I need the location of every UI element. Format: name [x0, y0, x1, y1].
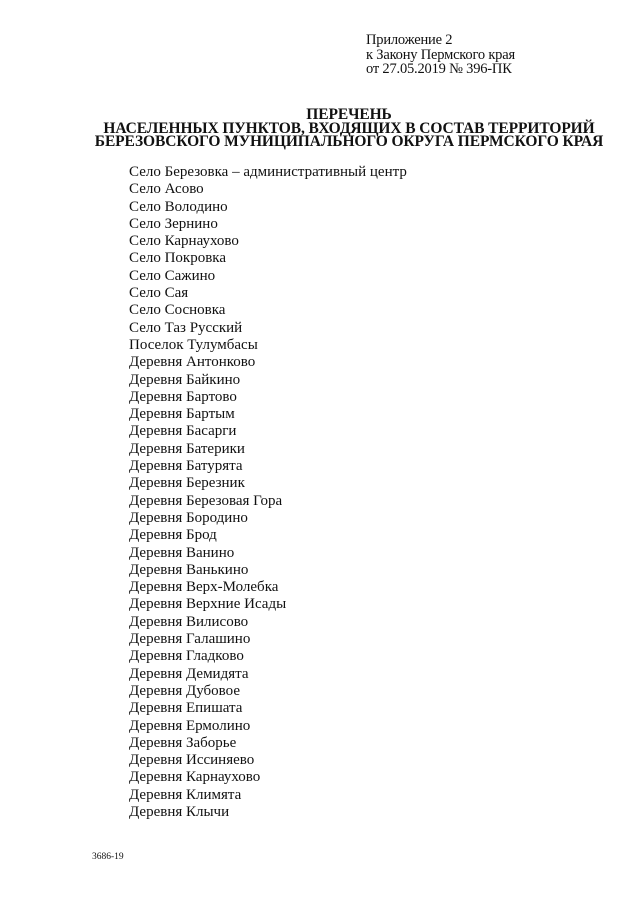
settlement-item: Село Асово	[129, 181, 204, 198]
settlement-item: Деревня Демидята	[129, 665, 249, 682]
document-title	[0, 108, 640, 149]
settlement-item: Деревня Верх-Молебка	[129, 579, 279, 596]
settlement-item: Деревня Карнаухово	[129, 769, 261, 786]
settlement-item: Деревня Вилисово	[129, 613, 249, 630]
settlement-item: Село Покровка	[129, 250, 227, 267]
settlement-item: Село Березовка – административный центр	[129, 164, 407, 180]
settlement-item: Деревня Ванино	[129, 544, 235, 561]
settlement-item: Деревня Бородино	[129, 509, 248, 526]
settlement-item: Деревня Басарги	[129, 423, 237, 440]
appendix-law-date: от 27.05.2019 № 396-ПК	[366, 61, 512, 77]
appendix-number: Приложение 2	[366, 32, 453, 48]
settlement-item: Село Володино	[129, 198, 228, 215]
settlement-item: Село Сосновка	[129, 302, 226, 319]
appendix-law-reference: к Закону Пермского края	[366, 46, 515, 63]
settlement-item: Поселок Тулумбасы	[129, 336, 258, 353]
settlement-item: Деревня Березник	[129, 475, 245, 492]
title-line-3: БЕРЕЗОВСКОГО МУНИЦИПАЛЬНОГО ОКРУГА ПЕРМСКОГО КРАЯ	[94, 133, 604, 150]
settlement-item: Деревня Батурята	[129, 458, 243, 475]
title-line-1: ПЕРЕЧЕНЬ	[306, 106, 392, 123]
settlement-item: Деревня Иссиняево	[129, 752, 255, 769]
settlement-list	[129, 164, 407, 821]
settlement-item: Деревня Епишата	[129, 700, 243, 717]
settlement-item: Село Зернино	[129, 215, 218, 232]
settlement-item: Деревня Березовая Гора	[129, 492, 283, 509]
settlement-item: Деревня Клычи	[129, 803, 230, 820]
settlement-item: Деревня Антонково	[129, 354, 256, 371]
appendix-header	[366, 33, 515, 77]
settlement-item: Село Таз Русский	[129, 319, 243, 336]
settlement-item: Деревня Бартым	[129, 406, 235, 423]
settlement-item: Деревня Батерики	[129, 440, 245, 457]
settlement-item: Деревня Заборье	[129, 734, 237, 751]
settlement-item: Деревня Байкино	[129, 371, 241, 388]
title-line-2: НАСЕЛЕННЫХ ПУНКТОВ, ВХОДЯЩИХ В СОСТАВ ТЕРРИТОРИЙ	[103, 119, 595, 137]
settlement-item: Деревня Климята	[129, 786, 242, 803]
settlement-item: Село Карнаухово	[129, 233, 239, 250]
settlement-item: Деревня Ванькино	[129, 561, 249, 578]
settlement-item: Деревня Галашино	[129, 631, 251, 648]
settlement-item: Деревня Брод	[129, 527, 217, 544]
settlement-item: Село Сая	[129, 285, 189, 302]
settlement-item: Село Сажино	[129, 267, 216, 284]
settlement-item: Деревня Верхние Исады	[129, 596, 287, 613]
settlement-item: Деревня Гладково	[129, 648, 244, 665]
document-number: 3686-19	[92, 852, 124, 862]
settlement-item: Деревня Ермолино	[129, 717, 251, 734]
settlement-item: Деревня Бартово	[129, 388, 237, 405]
settlement-item: Деревня Дубовое	[129, 682, 240, 699]
